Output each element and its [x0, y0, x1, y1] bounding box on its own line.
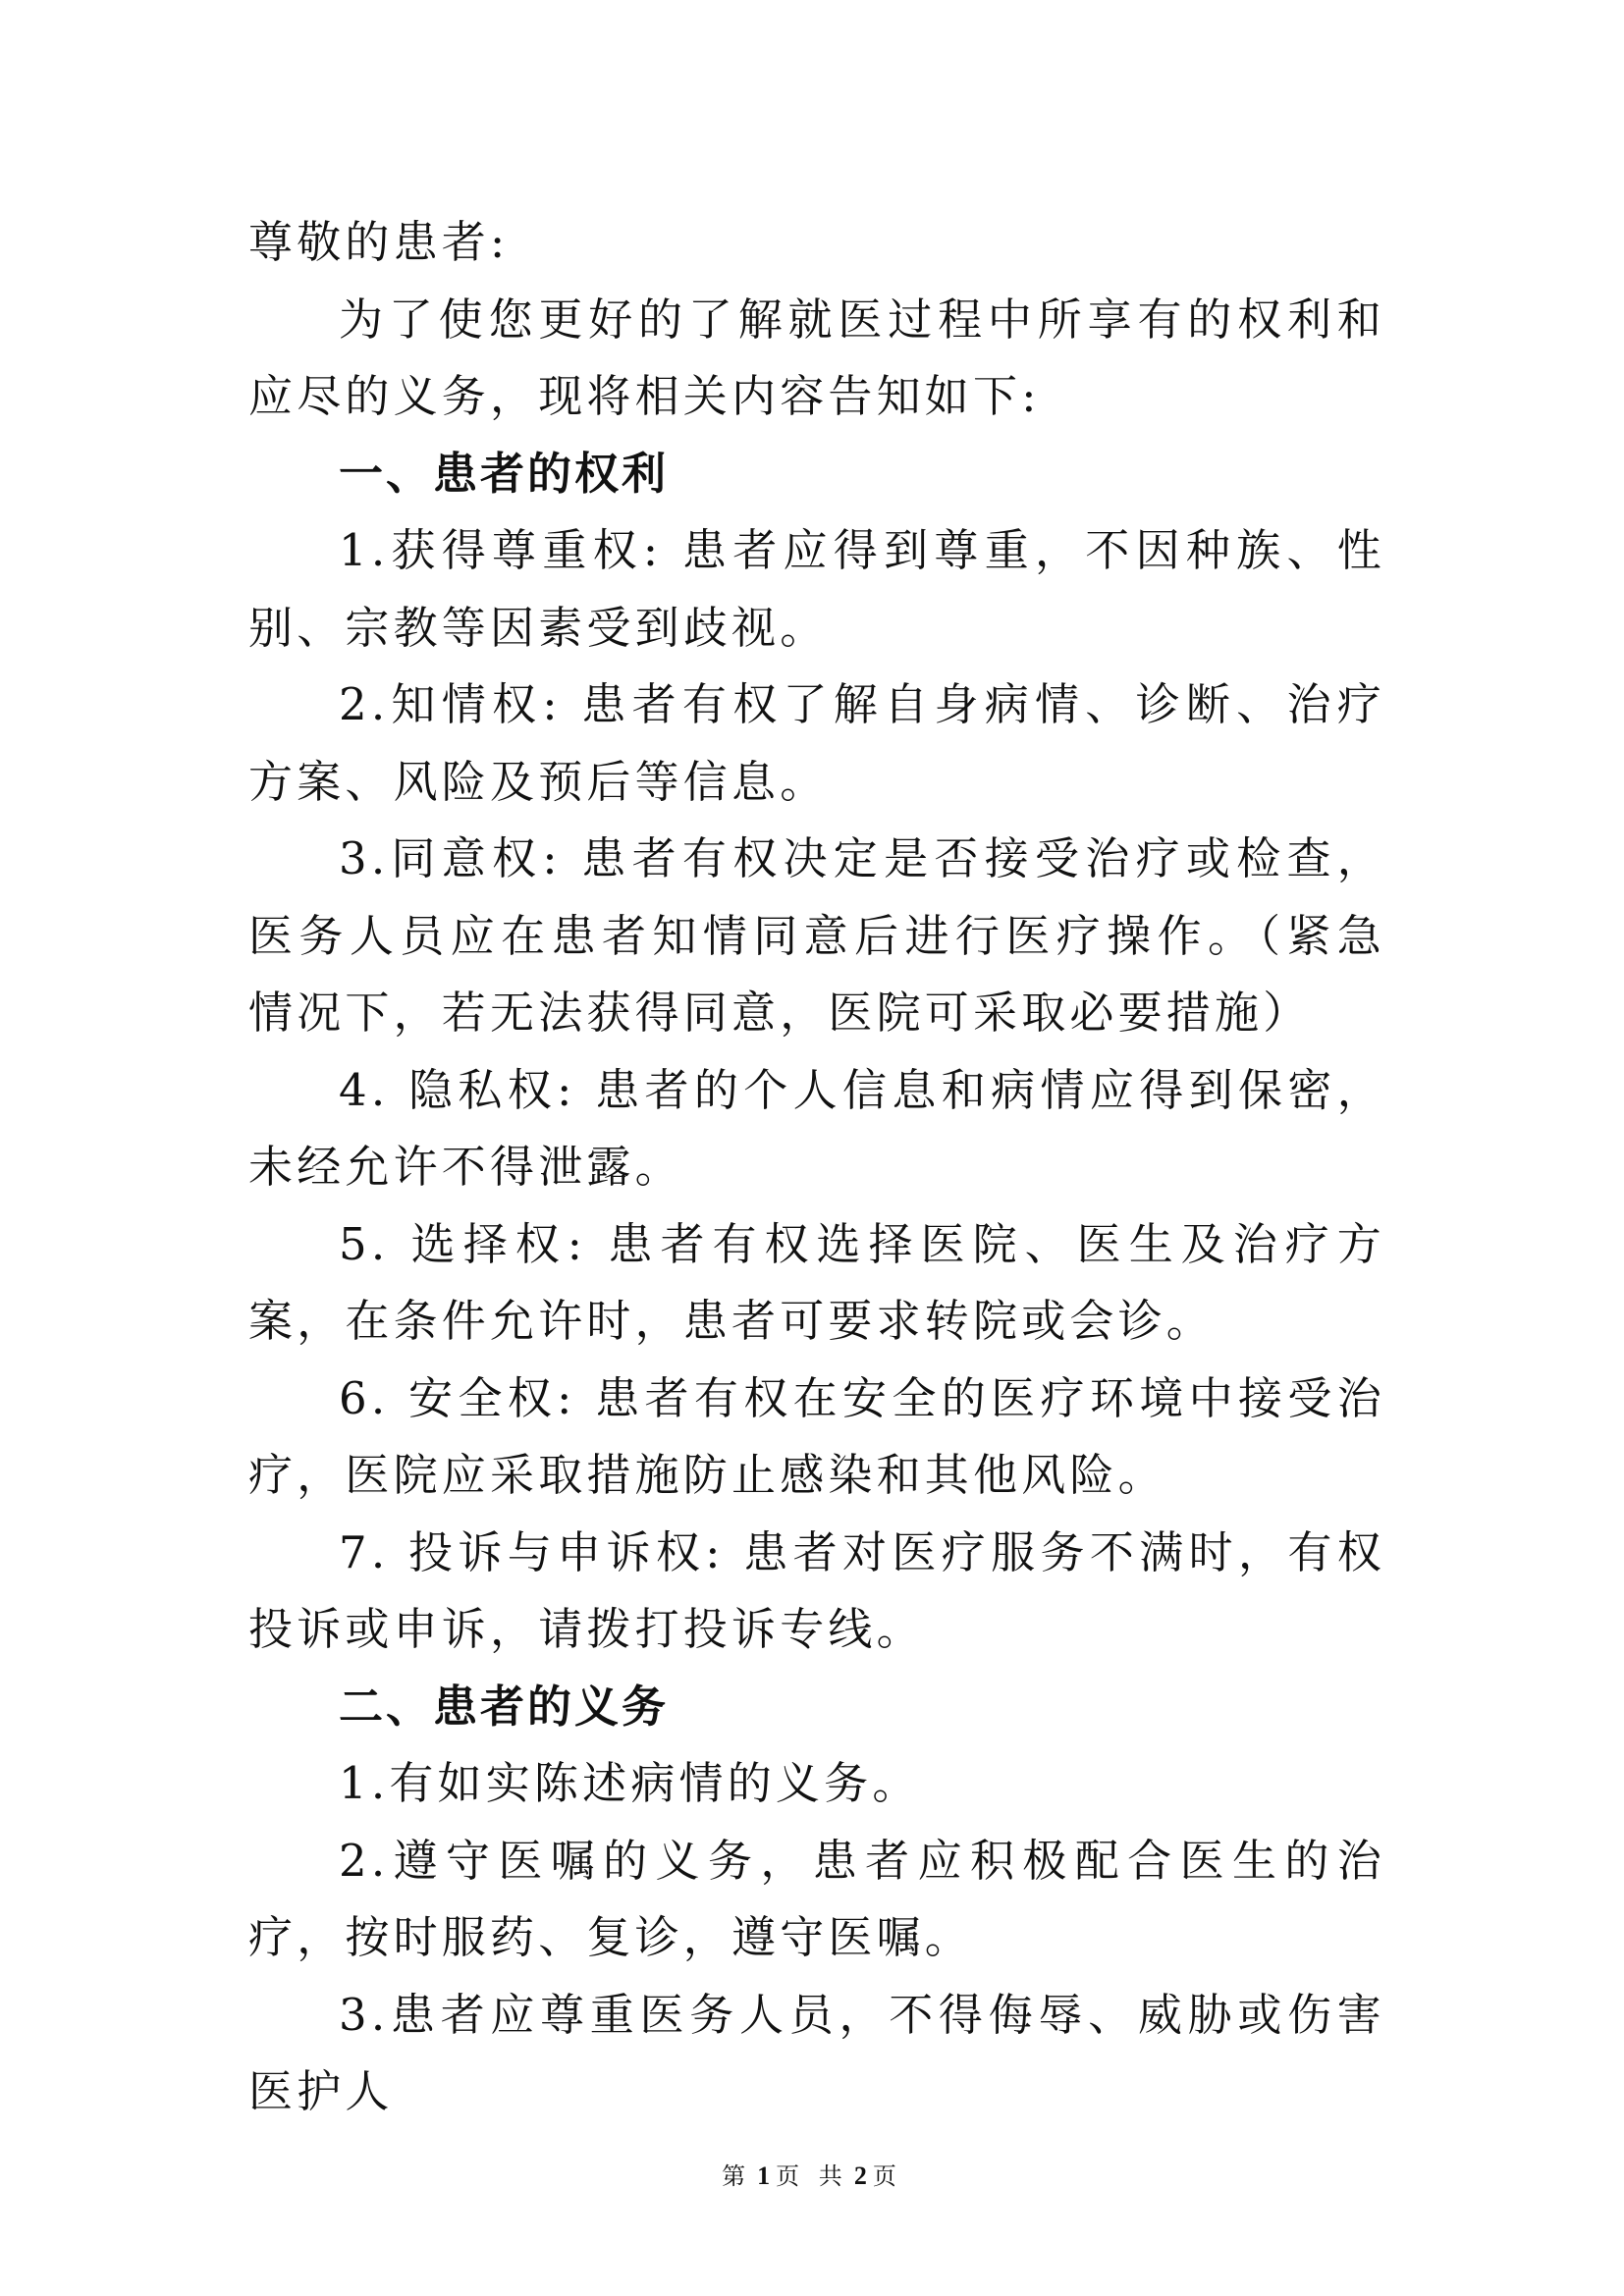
rights-heading: 一、患者的权利 — [339, 447, 670, 500]
duties-item: 3.患者应尊重医务人员，不得侮辱、威胁或伤害医护人 — [248, 1988, 1385, 2117]
rights-item: 2.知情权: 患者有权了解自身病情、诊断、治疗方案、风险及预后等信息。 — [248, 678, 1385, 808]
duties-heading: 二、患者的义务 — [339, 1680, 670, 1733]
salutation: 尊敬的患者: — [248, 216, 510, 268]
current-page-number: 1 — [757, 2162, 771, 2190]
duties-item: 2.遵守医嘱的义务，患者应积极配合医生的治疗，按时服药、复诊，遵守医嘱。 — [248, 1834, 1385, 1963]
footer-middle: 页 共 — [776, 2163, 848, 2190]
rights-item: 3.同意权: 患者有权决定是否接受治疗或检查，医务人员应在患者知情同意后进行医疗操作。（紧急情况下，若无法获得同意，医院可采取必要措施） — [248, 832, 1385, 1039]
rights-item: 7. 投诉与申诉权: 患者对医疗服务不满时，有权投诉或申诉，请拨打投诉专线。 — [248, 1525, 1385, 1655]
duties-item: 1.有如实陈述病情的义务。 — [339, 1757, 921, 1809]
rights-item: 5. 选择权: 患者有权选择医院、医生及治疗方案，在条件允许时，患者可要求转院或会诊。 — [248, 1217, 1385, 1347]
footer-suffix: 页 — [872, 2163, 902, 2190]
document-body — [248, 204, 1385, 2131]
footer-prefix: 第 — [722, 2163, 752, 2190]
intro-paragraph: 为了使您更好的了解就医过程中所享有的权利和应尽的义务，现将相关内容告知如下: — [248, 293, 1385, 422]
rights-item: 4. 隐私权: 患者的个人信息和病情应得到保密，未经允许不得泄露。 — [248, 1063, 1385, 1193]
total-pages-number: 2 — [853, 2162, 867, 2190]
rights-item: 6. 安全权: 患者有权在安全的医疗环境中接受治疗，医院应采取措施防止感染和其他风险。 — [248, 1371, 1385, 1501]
page-footer — [0, 2157, 1624, 2191]
rights-item: 1.获得尊重权: 患者应得到尊重，不因种族、性别、宗教等因素受到歧视。 — [248, 524, 1385, 654]
